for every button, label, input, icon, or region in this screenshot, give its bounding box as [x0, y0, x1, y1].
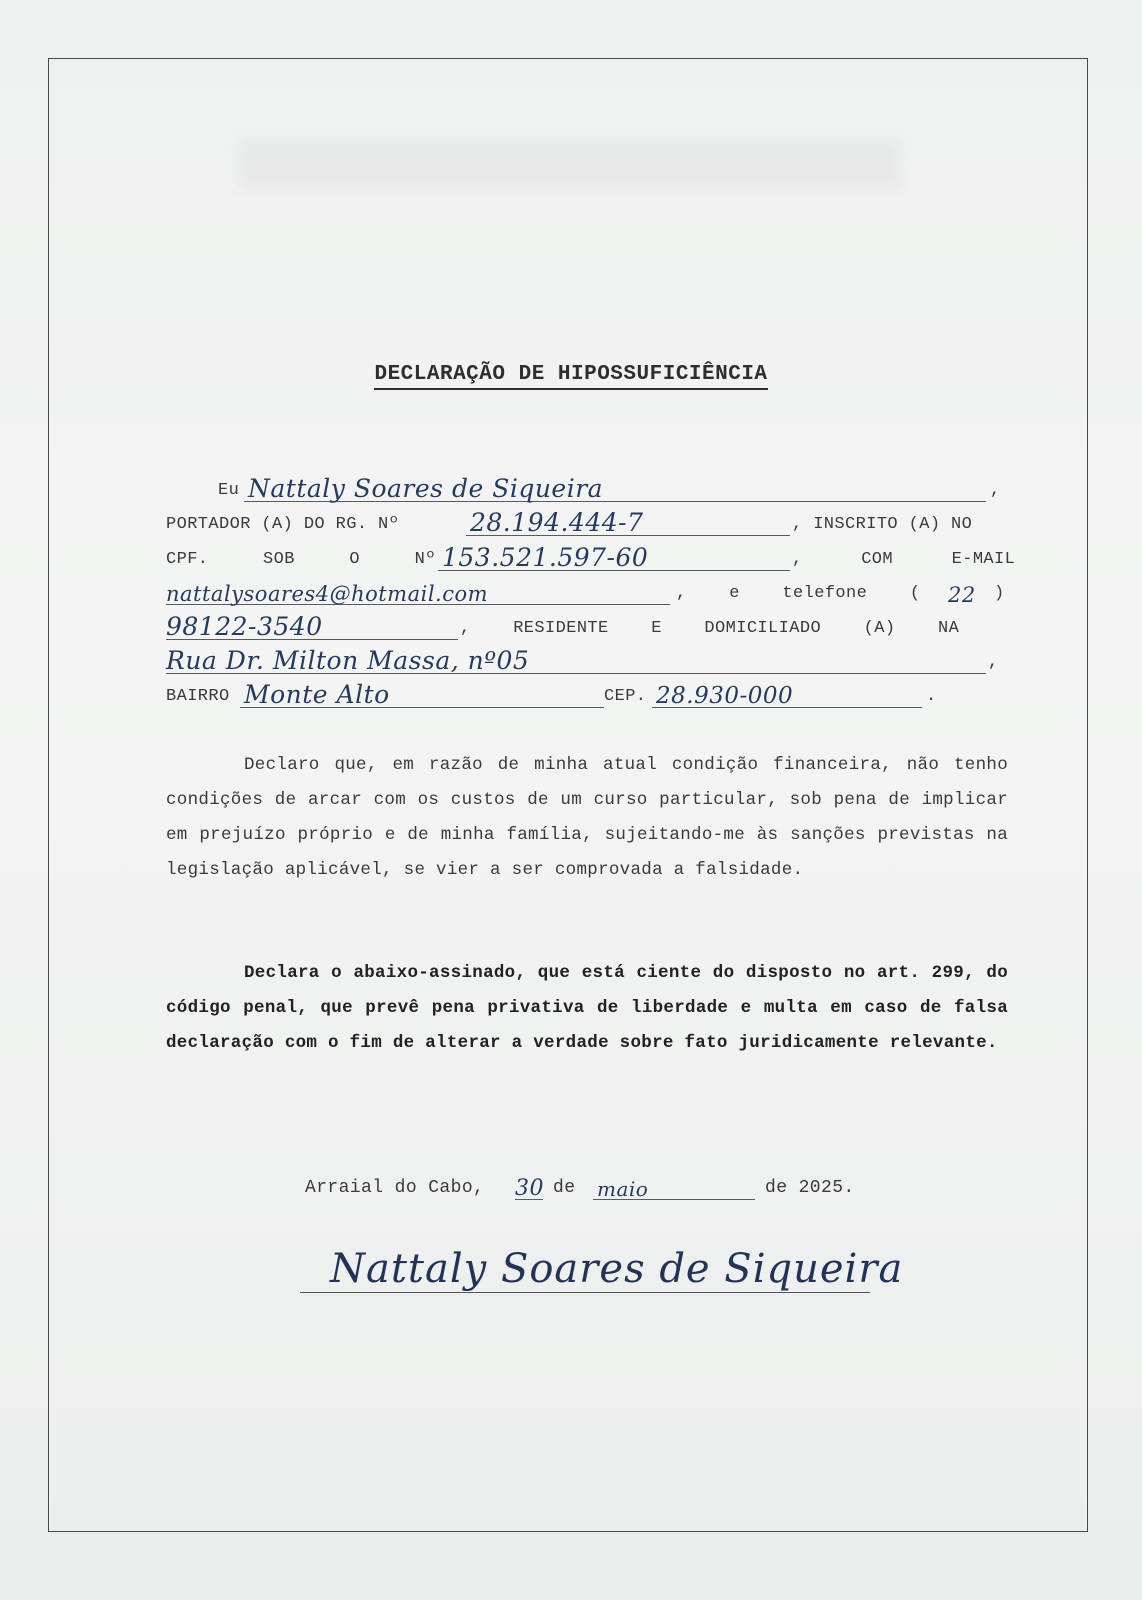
form-line-bairro: [166, 678, 1008, 710]
form-line-name: [166, 472, 1008, 504]
rg-handwritten: 28.194.444-7: [470, 508, 644, 537]
city-text: Arraial do Cabo,: [305, 1178, 485, 1198]
paragraph1-text: Declaro que, em razão de minha atual condição financeira, não tenho condições de arcar com os custos de um curso particular, sob pena de implicar em prejuízo próprio e de minha família, sujeitando-me às sanções previstas na legislação aplicável, se vier a ser comprovada a falsidade.: [166, 755, 1008, 880]
declaration-paragraph: [166, 748, 1008, 888]
com-email-label: , COM E-MAIL: [792, 550, 1016, 569]
period: .: [926, 687, 937, 706]
comma: ,: [990, 481, 1001, 500]
comma-address: ,: [988, 653, 999, 672]
cpf-label: CPF. SOB O Nº: [166, 550, 436, 569]
paragraph2-text: Declara o abaixo-assinado, que está ciente do disposto no art. 299, do código penal, que prevê pena privativa de liberdade e multa em caso de falsa declaração com o fim de alterar a verdade sobre fato juridicamente relevante.: [166, 963, 1008, 1053]
name-field[interactable]: [244, 471, 986, 502]
title-text: DECLARAÇÃO DE HIPOSSUFICIÊNCIA: [374, 363, 767, 390]
email-field[interactable]: [166, 574, 670, 605]
ddd-handwritten: 22: [948, 583, 976, 607]
rg-field[interactable]: [466, 505, 790, 536]
phone-field[interactable]: [166, 609, 458, 640]
de-text: de: [553, 1178, 576, 1198]
year-text: de 2025.: [765, 1178, 855, 1198]
paren-close: ): [994, 584, 1005, 603]
address-field[interactable]: [166, 643, 986, 674]
form-line-address: [166, 644, 1008, 676]
form-line-phone: [166, 610, 1008, 642]
name-handwritten: Nattaly Soares de Siqueira: [248, 474, 604, 503]
bairro-field[interactable]: [240, 677, 604, 708]
cpf-field[interactable]: [438, 540, 790, 571]
cep-label: CEP.: [604, 687, 647, 706]
cep-field[interactable]: [652, 677, 922, 708]
cpf-handwritten: 153.521.597-60: [442, 543, 649, 572]
month-handwritten: maio: [597, 1177, 649, 1201]
email-handwritten: nattalysoares4@hotmail.com: [166, 582, 489, 606]
phone-handwritten: 98122-3540: [166, 612, 323, 641]
portador-label: PORTADOR (A) DO RG. Nº: [166, 515, 400, 534]
signature: Nattaly Soares de Siqueira: [330, 1246, 904, 1292]
form-line-email: [166, 575, 1008, 607]
legal-notice-paragraph: [166, 956, 1008, 1061]
day-handwritten: 30: [515, 1176, 544, 1201]
address-handwritten: Rua Dr. Milton Massa, nº05: [166, 646, 530, 675]
telefone-label: , e telefone (: [676, 584, 921, 603]
residente-label: , RESIDENTE E DOMICILIADO (A) NA: [460, 619, 960, 638]
form-line-cpf: [166, 541, 1016, 573]
bairro-handwritten: Monte Alto: [244, 680, 390, 709]
signature-line[interactable]: [300, 1292, 870, 1293]
date-line: [305, 1168, 905, 1202]
day-field[interactable]: [515, 1169, 543, 1200]
bairro-label: BAIRRO: [166, 687, 230, 706]
cep-handwritten: 28.930-000: [656, 683, 794, 709]
eu-label: Eu: [218, 481, 240, 500]
inscrito-label: , INSCRITO (A) NO: [792, 515, 973, 534]
document-title: [0, 363, 1142, 386]
form-line-rg: [166, 506, 1008, 538]
month-field[interactable]: [593, 1169, 755, 1200]
bleed-through-shadow: [240, 140, 900, 188]
